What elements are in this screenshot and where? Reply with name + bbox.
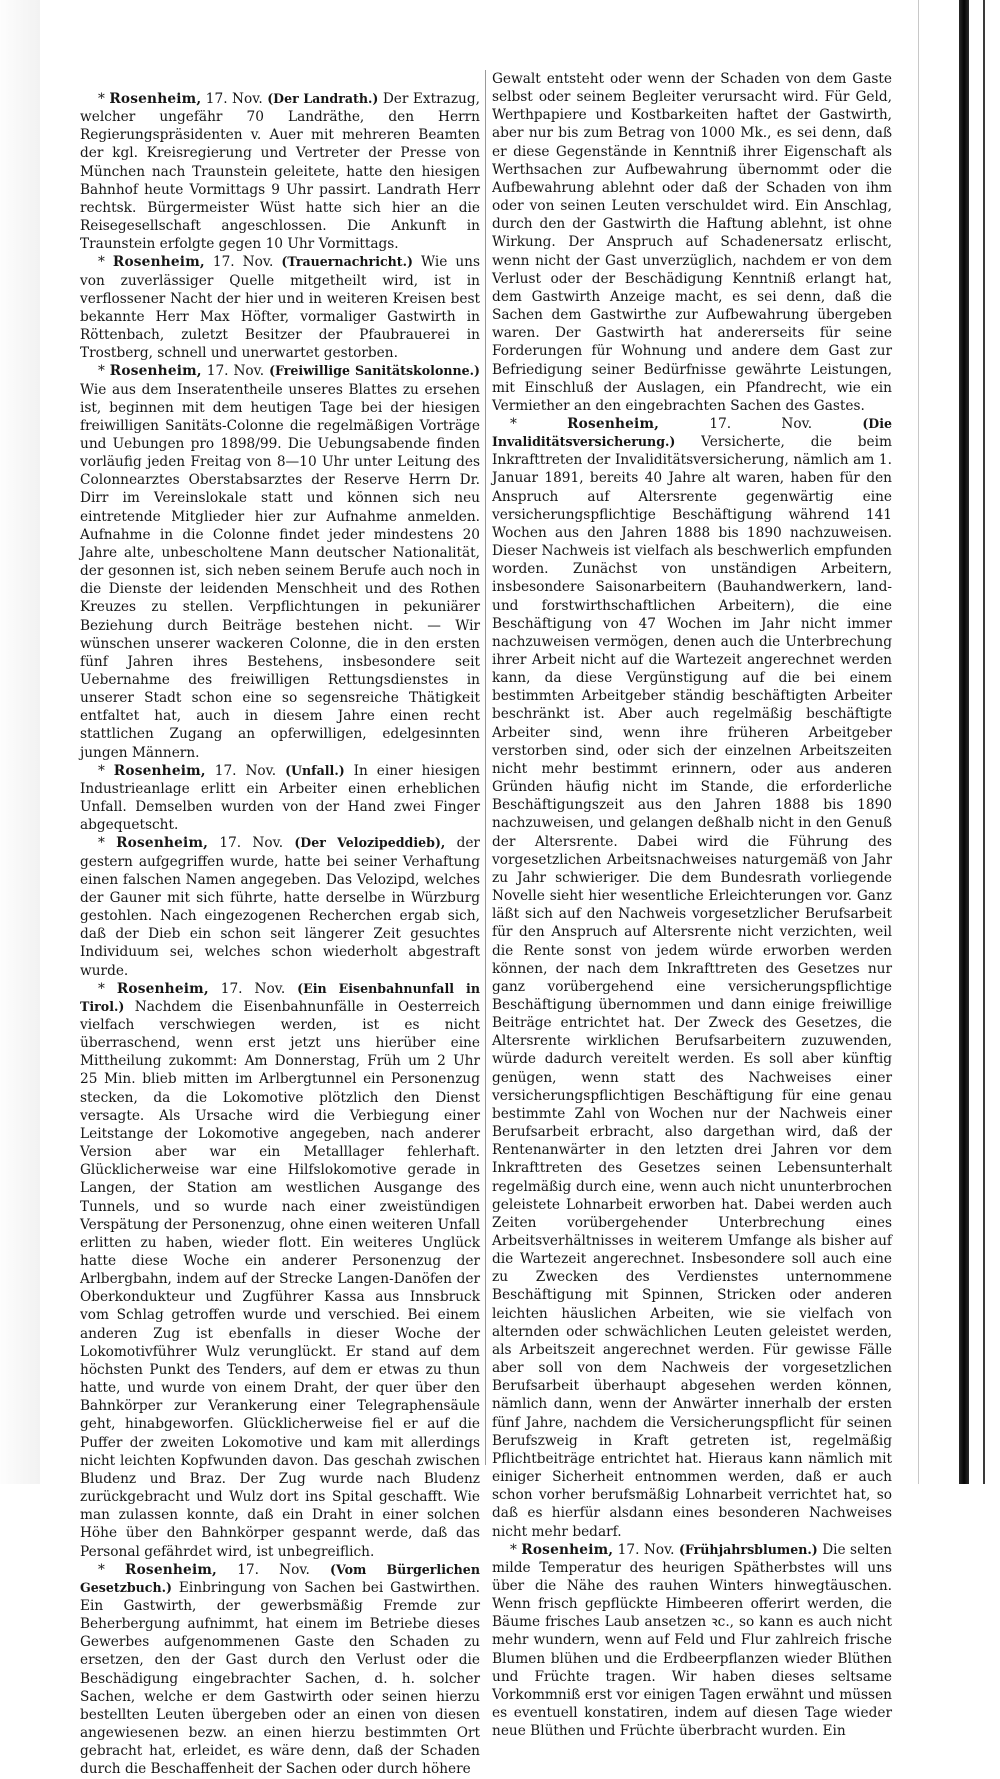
article-place: Rosenheim, [567, 415, 660, 432]
column-divider [485, 70, 486, 1465]
scan-left-margin [0, 0, 40, 1484]
article-place: Rosenheim, [113, 762, 206, 779]
article-sanitaetskolonne [80, 362, 480, 761]
article-marker: * [98, 835, 105, 852]
article-place: Rosenheim, [116, 835, 209, 852]
page-edge-shadow [918, 0, 919, 1484]
article-velozipeddieb [80, 834, 480, 979]
article-marker: * [510, 415, 517, 432]
article-heading: (Vom Bürgerlichen Gesetzbuch.) [80, 1561, 480, 1595]
binding-dark-stripe [959, 0, 969, 1484]
article-date: 17. Nov. [219, 835, 284, 852]
article-heading: (Trauernachricht.) [281, 254, 413, 270]
article-place: Rosenheim, [125, 1561, 218, 1578]
article-date: 17. Nov. [617, 1541, 675, 1558]
article-marker: * [98, 1561, 105, 1578]
article-body: In einer hiesigen Industrieanlage erlitt ein Arbeiter einen erheblichen Unfall. Demselben wurden von der Hand zwei Finger abgequetscht. [80, 762, 481, 834]
left-column [80, 90, 481, 1778]
scan-binding-edge [945, 0, 1000, 1484]
article-body: Wie uns von zuverlässiger Quelle mitgetheilt wird, ist in verflossener Nacht der hier und in weiteren Kreisen best bekannte Herr Max Höfter, vormaliger Gastwirth in Röttenbach, zuletzt Besitzer der Pfaubrauerei in Trostberg, schnell und unerwartet gestorben. [80, 254, 480, 362]
article-heading: (Frühjahrsblumen.) [678, 1541, 818, 1557]
article-body: Nachdem die Eisenbahnunfälle in Oesterreich vielfach verschwiegen werden, ist es nicht überraschend, wenn erst jetzt uns hierüber eine Mittheilung zukommt: Am Donnerstag, Früh um 2 Uhr 25 Min. blieb mitten im Arlbergtunnel ein Personenzug stecken, da die Lokomotive plötzlich den Dienst versagte. Als Ursache wird die Verbiegung einer Leitstange der Lokomotive angegeben, nach anderer Version aber war ein Metalllager fehlerhaft. Glücklicherweise war eine Hilfslokomotive gerade in Langen, der Station am westlichen Ausgange des Tunnels, und so wurde nach einer zweistündigen Verspätung der Personenzug, ohne einen weiteren Unfall erlitten zu haben, wieder flott. Ein weiteres Unglück hatte diese Woche ein anderer Personenzug der Arlbergbahn, indem auf der Strecke Langen-Danöfen der Oberkondukteur und Zugführer Kassa aus Innsbruck vom Schlag getroffen wurde und verschied. Bei einem anderen Zug ist ebenfalls in dieser Woche der Lokomotivführer Wulz verunglückt. Er stand auf dem höchsten Punkt des Tenders, auf dem er etwas zu thun hatte, und wurde von einem Draht, der quer über den Bahnkörper zur Verankerung einer Telegraphensäule geht, hinabgeworfen. Glücklicherweise fiel er auf die Puffer der zweiten Lokomotive und kam mit allerdings nicht leichten Kopfwunden davon. Das geschah zwischen Bludenz und Braz. Der Zug wurde nach Bludenz zurückgebracht und Wulz dort ins Spital geschafft. Wie man zulassen konnte, daß ein Draht in einer solchen Höhe über den Bahnkörper gespannt werde, daß das Personal gefährdet wird, ist unbegreiflich. [80, 998, 480, 1560]
article-place: Rosenheim, [112, 254, 205, 271]
article-marker: * [98, 762, 105, 779]
article-body: Versicherte, die beim Inkrafttreten der Invaliditätsversicherung, nämlich am 1. Januar 1891, bereits 40 Jahre alt waren, haben für den Anspruch auf Altersrente gegenwärtig eine versicherungspflichtige Beschäftigung während 141 Wochen aus den Jahren 1888 bis 1890 nachzuweisen. Dieser Nachweis ist vielfach als beschwerlich empfunden worden. Zunächst von unständigen Arbeitern, insbesondere Saisonarbeitern (Bauhandwerkern, land- und forstwirthschaftlichen Arbeitern), die eine Beschäftigung von 47 Wochen im Jahr nicht immer nachzuweisen vermögen, denen auch die Unterbrechung ihrer Arbeit nicht auf die Wartezeit angerechnet werden kann, da diese Vergünstigung auf die bei einem bestimmten Arbeitgeber ständig beschäftigten Arbeiter beschränkt ist. Aber auch regelmäßig beschäftigte Arbeiter sind, wenn ihre früheren Arbeitgeber verstorben sind, oder sich der einzelnen Arbeitszeiten nicht mehr bestimmt erinnern, oder aus anderen Gründen häufig nicht im Stande, die erforderliche Beschäftigungszeit aus den Jahren 1888 bis 1890 nachzuweisen, und gelangen deßhalb nicht in den Genuß der Altersrente. Dabei wird die Führung des vorgesetzlichen Arbeitsnachweises naturgemäß von Jahr zu Jahr schwieriger. Die dem Bundesrath vorliegende Novelle sieht hier wesentliche Erleichterungen vor. Ganz läßt sich auf den Nachweis vorgesetzlicher Berufsarbeit für den Anspruch auf Altersrente nicht verzichten, weil die Rente sonst von jedem würde erworben werden können, der nach dem Inkrafttreten des Gesetzes nur ganz vorübergehend eine versicherungspflichtige Beschäftigung übernommen und dann einige freiwillige Beiträge entrichtet hat. Der Zweck des Gesetzes, die Altersrente wirklichen Berufsarbeitern zuzuwenden, würde dadurch vereitelt werden. Es soll aber künftig genügen, wenn statt des Nachweises einer versicherungspflichtigen Beschäftigung für eine genau bestimmte Zahl von Wochen nur der Nachweis einer Berufsarbeit erbracht, also dargethan wird, daß der Rentenanwärter in den letzten drei Jahren vor dem Inkrafttreten des Gesetzes seinen Lebensunterhalt regelmäßig durch eine, wenn auch nicht ununterbrochen geleistete Lohnarbeit erworben hat. Dabei werden auch Zeiten vorübergehender Unterbrechung eines Arbeitsverhältnisses in weiterem Umfange als bisher auf die Wartezeit angerechnet. Insbesondere soll auch eine zu Zwecken des Verdienstes unternommene Beschäftigung mit Spinnen, Stricken oder anderen leichten häuslichen Arbeiten, wie sie vielfach von alternden oder schwächlichen Leuten geleistet werden, als Arbeitszeit angerechnet werden. Für gewisse Fälle aber soll von dem Nachweis der vorgesetzlichen Berufsarbeit überhaupt abgesehen werden können, nämlich dann, wenn der Anwärter innerhalb der ersten fünf Jahre, nachdem die Versicherungspflicht für seinen Berufszweig in Kraft getreten ist, regelmäßig Pflichtbeiträge entrichtet hat. Hieraus kann nämlich mit einiger Sicherheit entnommen werden, daß er auch schon vorher berufsmäßig Lohnarbeit verrichtet hat, so daß es hierfür alsdann eines besonderen Nachweises nicht mehr bedarf. [492, 434, 892, 1540]
article-heading: (Die Invaliditätsversicherung.) [492, 415, 893, 450]
article-date: 17. Nov. [205, 91, 263, 107]
article-heading: (Ein Eisenbahnunfall in Tirol.) [80, 980, 480, 1014]
article-marker: * [98, 363, 105, 380]
article-body: Die selten milde Temperatur des heurigen Spätherbstes will uns über die Nähe des rauhen Winters hinwegtäuschen. Wenn frisch gepflückte Himbeeren offerirt werden, die Bäume frisches Laub ansetzen ꝛc., so kann es auch nicht mehr wundern, wenn auf Feld und Flur zahlreich frische Blumen blühen und die Erdbeerpflanzen wieder Blüthen und Früchte tragen. Wir haben dieses seltsame Vorkommniß erst vor einigen Tagen erwähnt und müssen es eventuell konstatiren, indem auf diesen Tage wieder neue Blüthen und Früchte überbracht wurden. Ein [492, 1541, 892, 1740]
binding-thin-stripe [983, 0, 985, 1484]
article-place: Rosenheim, [116, 980, 209, 997]
article-gesetzbuch [80, 1561, 480, 1779]
article-marker: * [510, 1541, 517, 1558]
article-date: 17. Nov. [212, 254, 274, 271]
article-unfall [80, 762, 480, 835]
article-date: 17. Nov. [220, 980, 286, 997]
article-trauernachricht [80, 253, 480, 362]
article-body: der gestern aufgegriffen wurde, hatte bei seiner Verhaftung einen falschen Namen angegeben. Das Velozipd, welches der Gauner mit sich führte, hatte derselbe in Würzburg gestohlen. Nach eingezogenen Recherchen ergab sich, daß der Dieb ein schon seit längerer Zeit gesuchtes Individuum sei, welches schon wiederholt abgestraft wurde. [80, 835, 480, 979]
article-eisenbahnunfall [80, 980, 480, 1561]
article-date: 17. Nov. [206, 363, 265, 380]
article-heading: (Der Landrath.) [267, 91, 379, 106]
right-column [492, 70, 893, 1740]
article-date: 17. Nov. [214, 762, 277, 779]
article-fruehjahrsblumen [492, 1541, 892, 1741]
article-invaliditaetsversicherung [492, 415, 892, 1541]
article-date: 17. Nov. [709, 415, 813, 432]
article-landrath [80, 90, 480, 253]
article-marker: * [98, 91, 105, 107]
article-body: Einbringung von Sachen bei Gastwirthen. Ein Gastwirth, der gewerbsmäßig Fremde zur Beherbergung aufnimmt, hat einem im Betriebe dieses Gewerbes aufgenommenen Gaste den Schaden zu ersetzen, den der Gast durch den Verlust oder die Beschädigung eingebrachter Sachen, d. h. solcher Sachen, welche er dem Gastwirth oder seinen hierzu bestellten Leuten übergeben oder an einen von diesen angewiesenen bezw. an einen hierzu bestimmten Ort gebracht hat, erleidet, es wäre denn, daß der Schaden durch die Beschaffenheit der Sachen oder durch höhere [80, 1579, 480, 1778]
article-place: Rosenheim, [109, 91, 202, 107]
article-body: Gewalt entsteht oder wenn der Schaden von dem Gaste selbst oder seinem Begleiter verursacht wird. Für Geld, Werthpapiere und Kostbarkeiten haftet der Gastwirth, aber nur bis zum Betrag von 1000 Mk., es sei denn, daß er diese Gegenstände in Kenntniß ihrer Eigenschaft als Werthsachen zur Aufbewahrung übernommt oder die Aufbewahrung ablehnt oder daß der Schaden von ihm oder von seinen Leuten verschuldet wird. Ein Anschlag, durch den der Gastwirth die Haftung ablehnt, ist ohne Wirkung. Der Anspruch auf Schadenersatz erlischt, wenn nicht der Gast unverzüglich, nachdem er von dem Verlust oder der Beschädigung Kenntniß erlangt hat, dem Gastwirth Anzeige macht, es sei denn, daß die Sachen dem Gastwirthe zur Aufbewahrung übergeben waren. Der Gastwirth hat andererseits für seine Forderungen für Wohnung und andere dem Gast zur Befriedigung seiner Bedürfnisse gewährte Leistungen, mit Einschluß der Auslagen, ein Pfandrecht, wie ein Vermiether an den eingebrachten Sachen des Gastes. [492, 71, 892, 414]
article-place: Rosenheim, [109, 363, 202, 380]
article-date: 17. Nov. [237, 1561, 310, 1578]
article-body: Der Extrazug, welcher ungefähr 70 Landräthe, den Herrn Regierungspräsidenten v. Auer mit mehreren Beamten der kgl. Kreisregierung und Vertreter der Presse von München nach Traunstein geleitete, hatte den hiesigen Bahnhof heute Vormittags 9 Uhr passirt. Landrath Herr rechtsk. Bürgermeister Wüst hatte sich hier an die Reisegesellschaft angeschlossen. Die Ankunft in Traunstein erfolgte gegen 10 Uhr Vormittags. [80, 91, 480, 253]
article-marker: * [98, 254, 105, 271]
article-gesetzbuch-continuation [492, 70, 892, 415]
article-marker: * [98, 980, 105, 997]
article-place: Rosenheim, [521, 1541, 614, 1558]
article-heading: (Unfall.) [285, 762, 345, 778]
article-heading: (Der Velozipeddieb), [294, 835, 446, 851]
article-body: Wie aus dem Inseratentheile unseres Blattes zu ersehen ist, beginnen mit dem heutigen Tage bei der hiesigen freiwilligen Sanitäts-Colonne die regelmäßigen Vorträge und Uebungen pro 1898/99. Die Uebungsabende finden vorläufig jeden Freitag von 8—10 Uhr unter Leitung des Colonnearztes Oberstabsarztes der Reserve Herrn Dr. Dirr im Vereinslokale statt und können sich neu eintretende Mitglieder hier zur Aufnahme anmelden. Aufnahme in die Colonne findet jeder mindestens 20 Jahre alte, unbescholtene Mann deutscher Nationalität, der gesonnen ist, sich neben seinem Berufe auch noch in die Dienste der leidenden Menschheit und des Rothen Kreuzes zu stellen. Verpflichtungen in pekuniärer Beziehung durch Beiträge bestehen nicht. — Wir wünschen unserer wackeren Colonne, die in den ersten fünf Jahren ihres Bestehens, insbesondere seit Uebernahme des freiwilligen Rettungsdienstes in unserer Stadt schon eine so segensreiche Thätigkeit entfaltet hat, auch in diesem Jahre einen recht stattlichen Zugang an opferwilligen, edelgesinnten jungen Männern. [80, 381, 480, 761]
article-heading: (Freiwillige Sanitätskolonne.) [269, 363, 481, 379]
